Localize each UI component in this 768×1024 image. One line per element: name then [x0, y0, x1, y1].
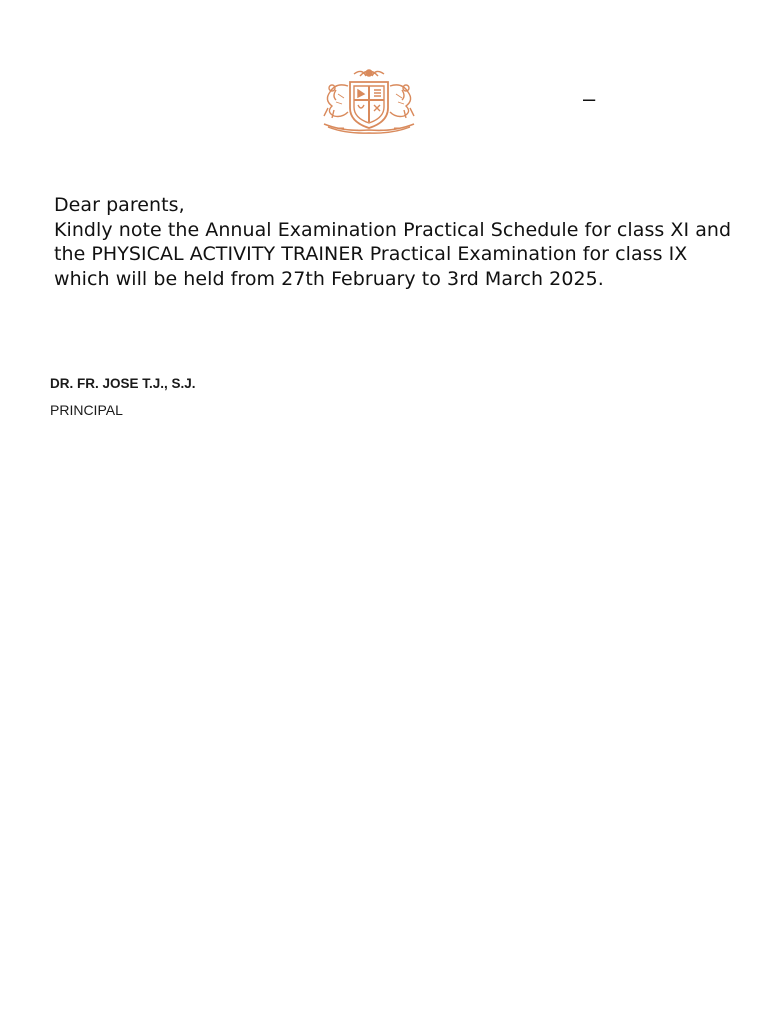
salutation: Dear parents, — [54, 194, 185, 216]
signatory-name: DR. FR. JOSE T.J., S.J. — [50, 376, 196, 391]
school-crest-icon — [314, 64, 424, 134]
letter-body — [54, 193, 744, 291]
signatory-title: PRINCIPAL — [50, 402, 123, 418]
notice-text: Kindly note the Annual Examination Practical Schedule for class XI and the PHYSICAL ACTIVITY TRAINER Practical Examination for class IX which will be held from 27th February to 3rd March 2025. — [54, 218, 732, 290]
header-dash: – — [583, 86, 596, 111]
